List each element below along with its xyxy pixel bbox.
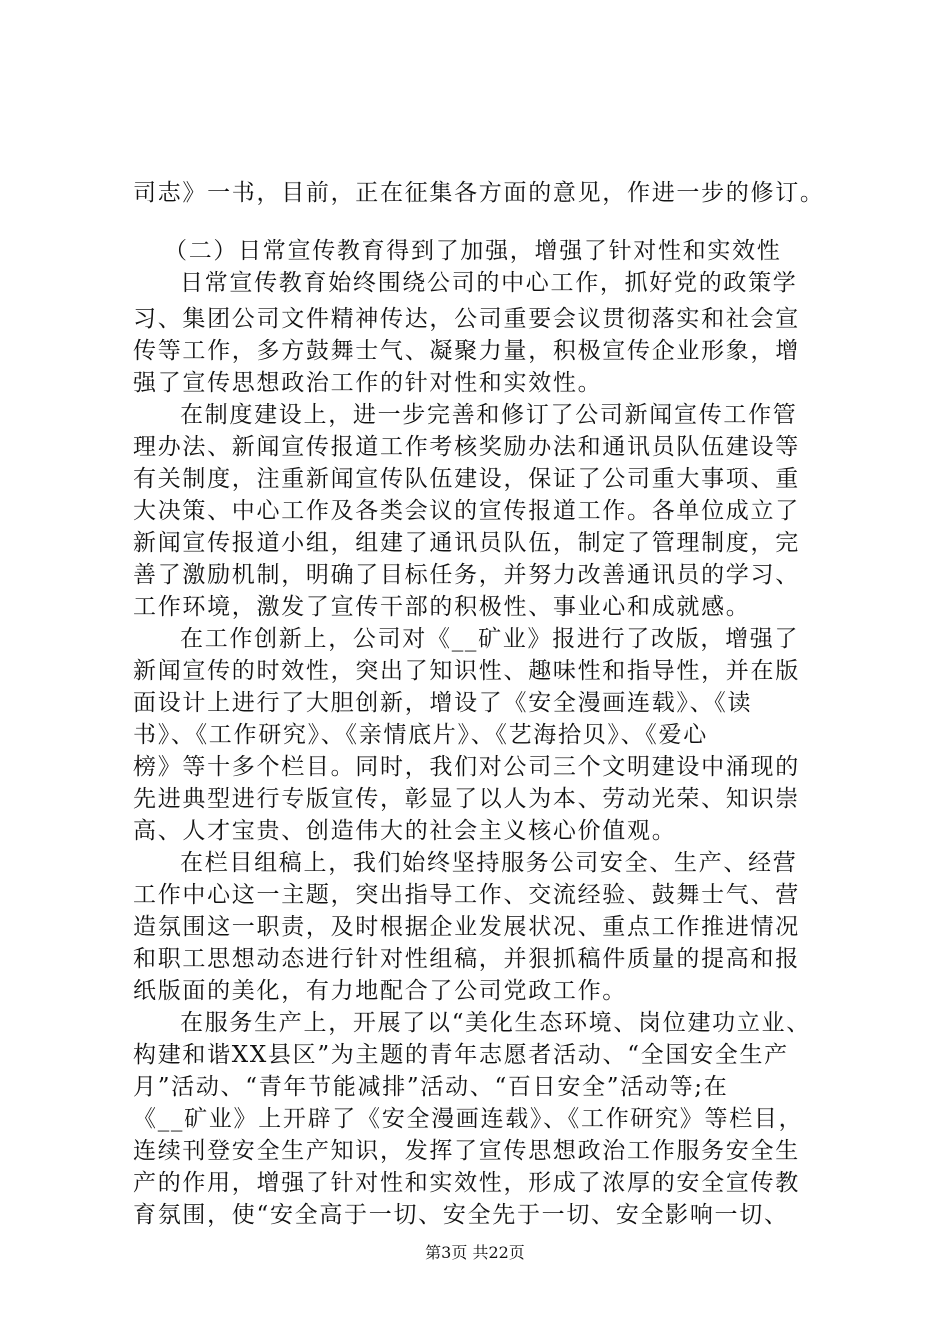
text-line: 面设计上进行了大胆创新，增设了《安全漫画连载》、《读 (133, 690, 753, 716)
text-line: 和职工思想动态进行针对性组稿，并狠抓稿件质量的提高和报 (133, 946, 800, 972)
text-line: 理办法、新闻宣传报道工作考核奖励办法和通讯员队伍建设等 (133, 434, 800, 460)
text-line: 构建和谐XX县区”为主题的青年志愿者活动、“全国安全生产 (133, 1042, 789, 1068)
text-line: 在制度建设上，进一步完善和修订了公司新闻宣传工作管 (180, 402, 798, 428)
text-line: 工作环境，激发了宣传干部的积极性、事业心和成就感。 (133, 594, 751, 620)
text-line: 月”活动、“青年节能减排”活动、“百日安全”活动等;在 (133, 1074, 729, 1100)
text-line: 产的作用，增强了针对性和实效性，形成了浓厚的安全宣传教 (133, 1170, 800, 1196)
text-line: 榜》等十多个栏目。同时，我们对公司三个文明建设中涌现的 (133, 754, 800, 780)
text-line: 造氛围这一职责，及时根据企业发展状况、重点工作推进情况 (133, 914, 800, 940)
text-line: 大决策、中心工作及各类会议的宣传报道工作。各单位成立了 (133, 498, 800, 524)
text-line: 连续刊登安全生产知识，发挥了宣传思想政治工作服务安全生 (133, 1138, 800, 1164)
text-line: 有关制度，注重新闻宣传队伍建设，保证了公司重大事项、重 (133, 466, 800, 492)
text-line: 书》、《工作研究》、《亲情底片》、《艺海拾贝》、《爱心 (133, 722, 708, 748)
text-line: 强了宣传思想政治工作的针对性和实效性。 (133, 370, 603, 396)
text-line: 在工作创新上，公司对《__矿业》报进行了改版，增强了 (180, 626, 800, 652)
text-line: 《__矿业》上开辟了《安全漫画连载》、《工作研究》等栏目， (133, 1106, 804, 1132)
text-line: 传等工作，多方鼓舞士气、凝聚力量，积极宣传企业形象，增 (133, 338, 800, 364)
text-line: 司志》一书，目前，正在征集各方面的意见，作进一步的修订。 (133, 180, 825, 206)
text-line: 新闻宣传的时效性，突出了知识性、趣味性和指导性，并在版 (133, 658, 800, 684)
page-number-footer: 第3页 共22页 (425, 1243, 525, 1262)
text-line: 工作中心这一主题，突出指导工作、交流经验、鼓舞士气、营 (133, 882, 800, 908)
text-line: 新闻宣传报道小组，组建了通讯员队伍，制定了管理制度，完 (133, 530, 800, 556)
text-line: 善了激励机制，明确了目标任务，并努力改善通讯员的学习、 (133, 562, 800, 588)
text-line: 先进典型进行专版宣传，彰显了以人为本、劳动光荣、知识崇 (133, 786, 800, 812)
text-line: 日常宣传教育始终围绕公司的中心工作，抓好党的政策学 (180, 270, 798, 296)
text-line: 在栏目组稿上，我们始终坚持服务公司安全、生产、经营 (180, 850, 798, 876)
text-line: 育氛围，使“安全高于一切、安全先于一切、安全影响一切、 (133, 1202, 789, 1228)
section-heading: （二）日常宣传教育得到了加强，增强了针对性和实效性 (164, 238, 782, 264)
text-line: 纸版面的美化，有力地配合了公司党政工作。 (133, 978, 627, 1004)
text-line: 习、集团公司文件精神传达，公司重要会议贯彻落实和社会宣 (133, 306, 800, 332)
text-line: 高、人才宝贵、创造伟大的社会主义核心价值观。 (133, 818, 677, 844)
text-line: 在服务生产上，开展了以“美化生态环境、岗位建功立业、 (180, 1010, 811, 1036)
